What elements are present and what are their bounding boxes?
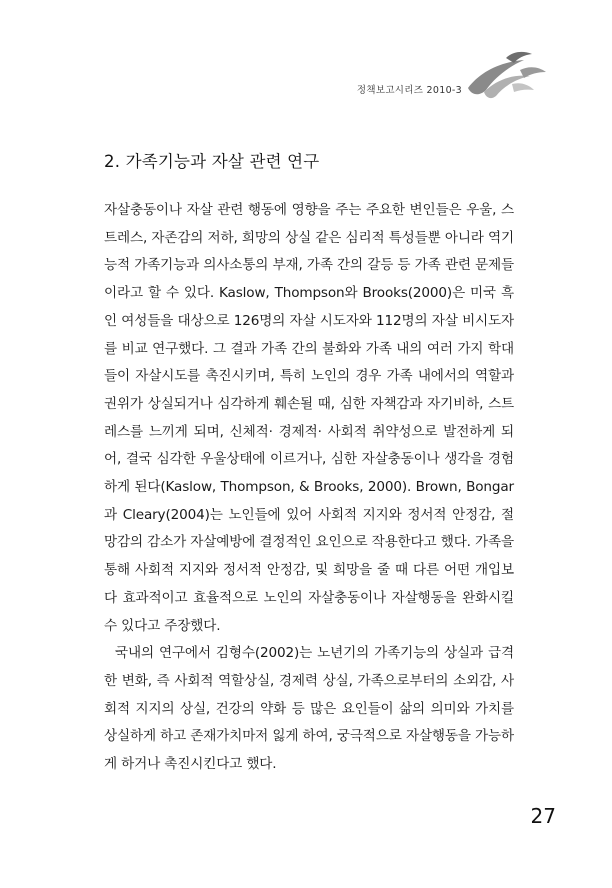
report-series-label: 정책보고시리즈 2010-3	[356, 85, 462, 96]
paragraph: 국내의 연구에서 김형수(2002)는 노년기의 가족기능의 상실과 급격한 변화, 즉 사회적 역할상실, 경제력 상실, 가족으로부터의 소외감, 사회적 지지의 상실, 건강의 약화 등 많은 요인들이 삶의 의미와 가치를 상실하게 하고 존재가치마저 잃게 하여, 궁극적으로 자살행동을 가능하게 하거나 촉진시킨다고 했다.	[104, 645, 514, 773]
page-number: 27	[530, 804, 556, 828]
section-title: 2. 가족기능과 자살 관련 연구	[104, 152, 320, 171]
paragraph: 자살충동이나 자살 관련 행동에 영향을 주는 주요한 변인들은 우울, 스트레스, 자존감의 저하, 희망의 상실 같은 심리적 특성들뿐 아니라 역기능적 가족기능과 의사소통의 부재, 가족 간의 갈등 등 가족 관련 문제들이라고 할 수 있다. Kaslow, Thompson와 Brooks(2000)은 미국 흑인 여성들을 대상으로 126명의 자살 시도자와 112명의 자살 비시도자를 비교 연구했다. 그 결과 가족 간의 불화와 가족 내의 여러 가지 학대들이 자살시도를 촉진시키며, 특히 노인의 경우 가족 내에서의 역할과 권위가 상실되거나 심각하게 훼손될 때, 심한 자책감과 자기비하, 스트레스를 느끼게 되며, 신체적· 경제적· 사회적 취약성으로 발전하게 되어, 결국 심각한 우울상태에 이르거나, 심한 자살충동이나 생각을 경험하게 된다(Kaslow, Thompson, & Brooks, 2000). Brown, Bongar과 Cleary(2004)는 노인들에 있어 사회적 지지와 정서적 안정감, 절망감의 감소가 자살예방에 결정적인 요인으로 작용한다고 했다. 가족을 통해 사회적 지지와 정서적 안정감, 및 희망을 줄 때 다른 어떤 개입보다 효과적이고 효율적으로 노인의 자살충동이나 자살행동을 완화시킬 수 있다고 주장했다.	[104, 202, 514, 634]
body-text	[104, 197, 514, 779]
swooping-bird-logo-icon	[466, 46, 552, 110]
